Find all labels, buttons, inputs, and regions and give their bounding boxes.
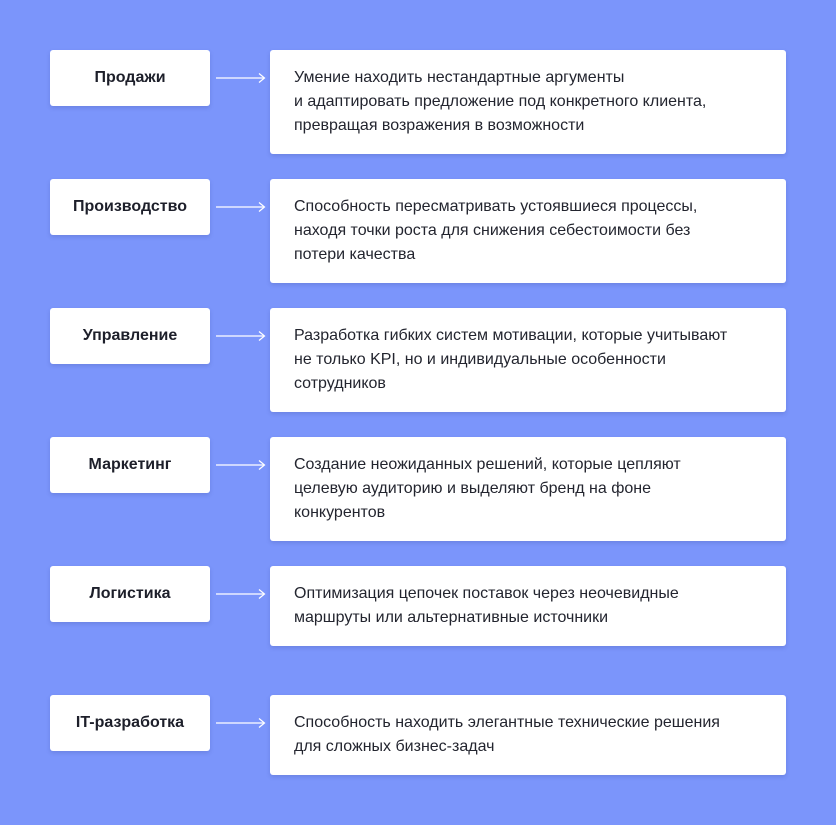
description-line: Разработка гибких систем мотивации, которые учитывают <box>294 327 728 344</box>
description-line: конкурентов <box>294 504 386 521</box>
description-line: Способность пересматривать устоявшиеся процессы, <box>294 198 698 215</box>
label-sales: Продажи <box>94 69 166 86</box>
description-box-it-development <box>270 695 786 775</box>
description-box-logistics <box>270 566 786 646</box>
arrow-right-icon <box>216 72 266 84</box>
label-production: Производство <box>72 198 188 215</box>
description-line: потери качества <box>294 246 416 263</box>
arrow-right-icon <box>216 459 266 471</box>
arrow-right-icon <box>216 588 266 600</box>
description-line: и адаптировать предложение под конкретного клиента, <box>294 93 707 110</box>
description-line: Оптимизация цепочек поставок через неочевидные <box>294 585 679 602</box>
description-line: Создание неожиданных решений, которые цепляют <box>294 456 681 473</box>
label-box-logistics <box>50 566 210 622</box>
label-box-management <box>50 308 210 364</box>
label-marketing: Маркетинг <box>88 456 172 473</box>
label-box-production <box>50 179 210 235</box>
description-box-production <box>270 179 786 283</box>
description-line: не только KPI, но и индивидуальные особенности <box>294 351 666 368</box>
description-line: Способность находить элегантные технические решения <box>294 714 720 731</box>
description-line: Умение находить нестандартные аргументы <box>294 69 625 86</box>
label-box-sales <box>50 50 210 106</box>
description-box-sales <box>270 50 786 154</box>
arrow-right-icon <box>216 717 266 729</box>
description-box-marketing <box>270 437 786 541</box>
description-line: сотрудников <box>294 375 386 392</box>
label-it-development: IT-разработка <box>75 714 185 731</box>
label-box-marketing <box>50 437 210 493</box>
label-logistics: Логистика <box>89 585 171 602</box>
description-line: находя точки роста для снижения себестоимости без <box>294 222 691 239</box>
description-line: превращая возражения в возможности <box>294 117 585 134</box>
label-management: Управление <box>82 327 178 344</box>
arrow-right-icon <box>216 201 266 213</box>
description-box-management <box>270 308 786 412</box>
label-box-it-development <box>50 695 210 751</box>
description-line: целевую аудиторию и выделяют бренд на фоне <box>294 480 652 497</box>
description-line: для сложных бизнес-задач <box>294 738 495 755</box>
arrow-right-icon <box>216 330 266 342</box>
description-line: маршруты или альтернативные источники <box>294 609 609 626</box>
